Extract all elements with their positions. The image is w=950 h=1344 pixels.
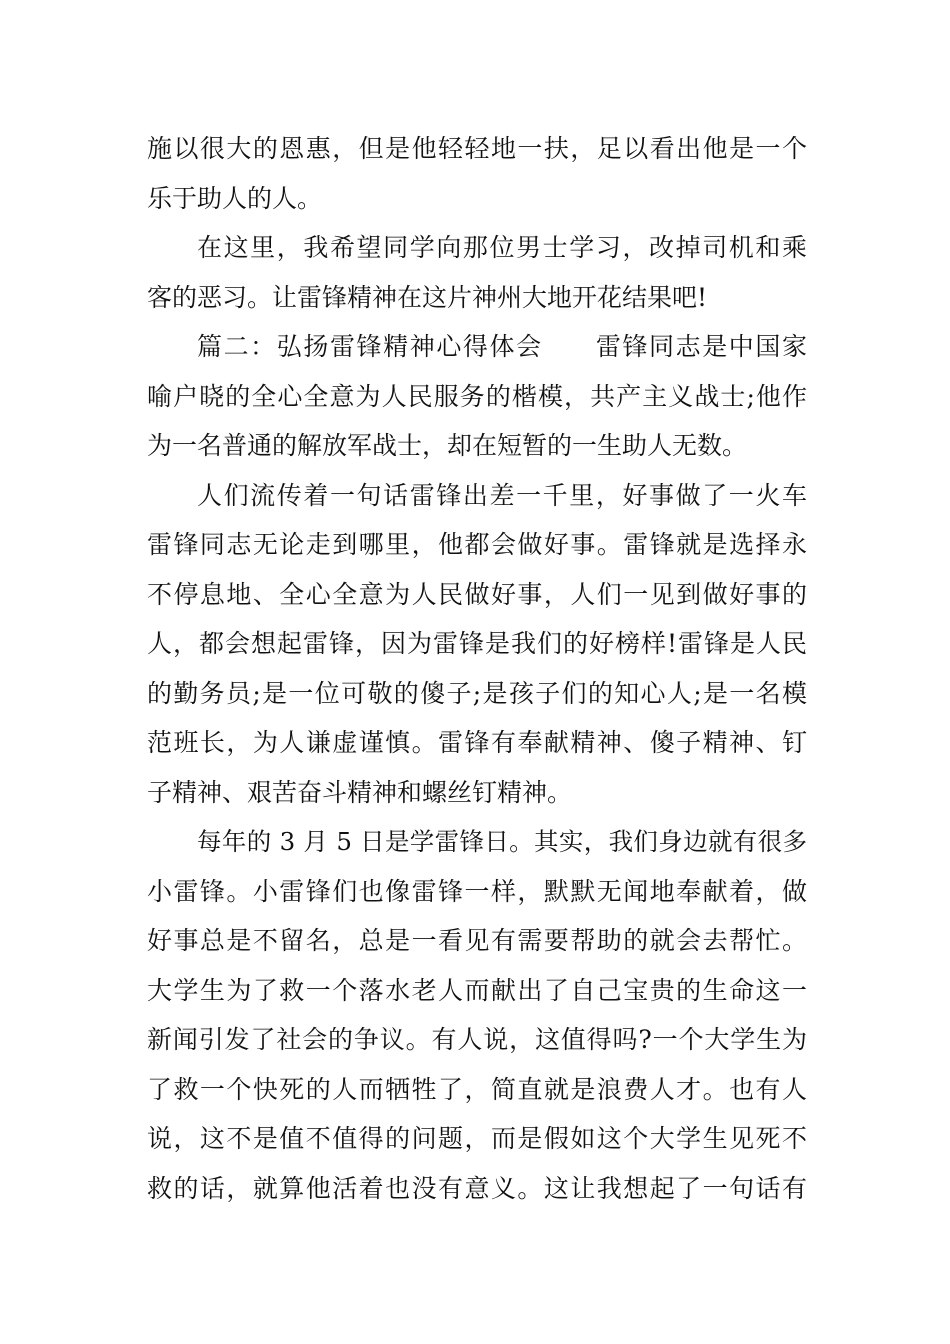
- text-line: 子精神、艰苦奋斗精神和螺丝钉精神。: [147, 777, 573, 807]
- text-line: 客的恶习。让雷锋精神在这片神州大地开花结果吧!: [147, 282, 708, 312]
- text-line: 新闻引发了社会的争议。有人说，这值得吗?一个大学生为: [147, 1025, 807, 1054]
- text-line: 说，这不是值不值得的问题，而是假如这个大学生见死不: [147, 1124, 807, 1153]
- text-line: 的勤务员;是一位可敬的傻子;是孩子们的知心人;是一名模: [147, 678, 807, 708]
- text-line: 大学生为了救一个落水老人而献出了自己宝贵的生命这一: [147, 975, 807, 1005]
- text-line: 在这里，我希望同学向那位男士学习，改掉司机和乘: [197, 233, 807, 262]
- text-line: 了救一个快死的人而牺牲了，简直就是浪费人才。也有人: [147, 1074, 807, 1104]
- text-line: 范班长，为人谦虚谨慎。雷锋有奉献精神、傻子精神、钉: [147, 728, 807, 757]
- text-line: 喻户晓的全心全意为人民服务的楷模，共产主义战士;他作: [147, 381, 807, 411]
- text-line: 人，都会想起雷锋，因为雷锋是我们的好榜样!雷锋是人民: [147, 629, 807, 658]
- text-line: 乐于助人的人。: [147, 183, 323, 213]
- text-line: 小雷锋。小雷锋们也像雷锋一样，默默无闻地奉献着，做: [147, 876, 807, 906]
- text-line: 篇二：弘扬雷锋精神心得体会 雷锋同志是中国家: [197, 332, 807, 361]
- text-line: 施以很大的恩惠，但是他轻轻地一扶，足以看出他是一个: [147, 134, 807, 163]
- text-line: 不停息地、全心全意为人民做好事，人们一见到做好事的: [147, 579, 807, 609]
- text-line: 人们流传着一句话雷锋出差一千里，好事做了一火车: [197, 480, 807, 510]
- text-line: 救的话，就算他活着也没有意义。这让我想起了一句话有: [147, 1173, 807, 1203]
- document-body: [147, 124, 807, 1213]
- text-line: 好事总是不留名，总是一看见有需要帮助的就会去帮忙。: [147, 926, 807, 955]
- text-line: 每年的 3 月 5 日是学雷锋日。其实，我们身边就有很多: [197, 827, 807, 856]
- text-line: 为一名普通的解放军战士，却在短暂的一生助人无数。: [147, 431, 748, 460]
- text-line: 雷锋同志无论走到哪里，他都会做好事。雷锋就是选择永: [147, 530, 807, 559]
